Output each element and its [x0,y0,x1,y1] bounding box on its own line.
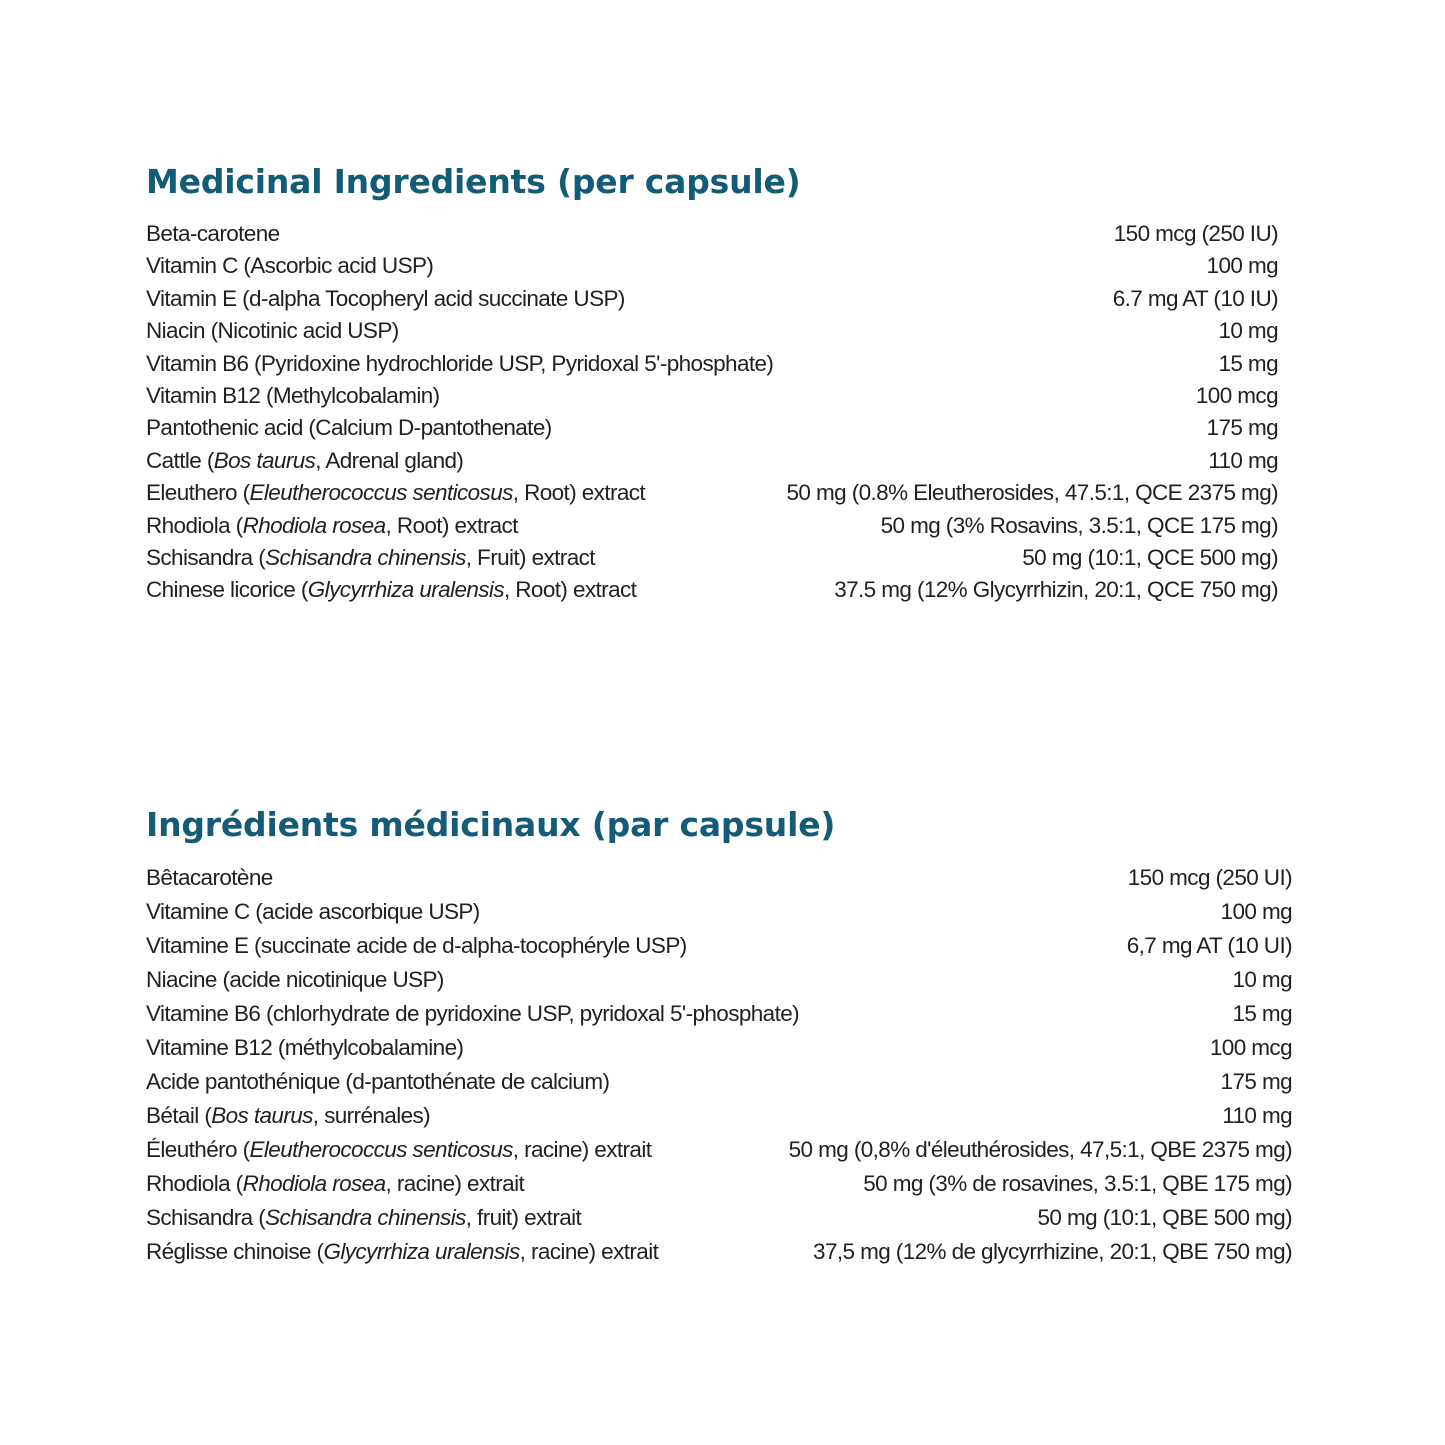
ingredient-row [146,542,1278,574]
name-suffix: , fruit) extrait [465,1205,582,1230]
ingredient-row [146,1133,1292,1167]
ingredient-row [146,1065,1292,1099]
ingredient-name: Pantothenic acid (Calcium D-pantothenate) [146,415,552,441]
ingredient-name: Vitamine B12 (méthylcobalamine) [146,1035,464,1060]
ingredient-amount: 37.5 mg (12% Glycyrrhizin, 20:1, QCE 750 mg) [834,577,1278,603]
ingredient-row [146,1031,1292,1065]
latin-name: Glycyrrhiza uralensis [307,577,504,603]
latin-name: Bos taurus [211,1103,313,1128]
ingredient-row [146,1201,1292,1235]
ingredient-amount: 150 mcg (250 IU) [1113,221,1278,246]
ingredient-name: Vitamine B6 (chlorhydrate de pyridoxine USP, pyridoxal 5'-phosphate) [146,1001,800,1026]
ingredient-name [146,1099,430,1133]
ingredient-row [146,1167,1292,1201]
ingredient-name [146,1235,658,1269]
name-prefix: Éleuthéro ( [146,1137,250,1162]
name-suffix: , Root) extract [503,577,637,603]
ingredient-amount: 15 mg [1232,1001,1292,1026]
ingredient-name [146,445,463,477]
ingredient-row [146,445,1278,477]
name-prefix: Rhodiola ( [146,512,243,538]
name-suffix: , racine) extrait [385,1171,525,1196]
ingredient-row [146,929,1292,963]
english-ingredient-list [146,218,1278,607]
latin-name: Schisandra chinensis [265,1205,466,1230]
ingredient-name: Vitamin B12 (Methylcobalamin) [146,382,440,408]
ingredient-name [146,1167,524,1201]
name-suffix: , Fruit) extract [465,544,595,570]
latin-name: Schisandra chinensis [265,544,466,570]
ingredient-amount: 150 mcg (250 UI) [1127,865,1292,890]
name-suffix: , surrénales) [312,1103,431,1128]
name-suffix: , racine) extrait [519,1239,659,1264]
name-suffix: , Root) extract [385,512,518,538]
ingredient-amount: 100 mcg [1195,382,1278,408]
ingredient-amount: 100 mcg [1209,1035,1292,1060]
french-heading: Ingrédients médicinaux (par capsule) [146,805,836,844]
english-heading: Medicinal Ingredients (per capsule) [146,162,801,201]
ingredient-name: Vitamine E (succinate acide de d-alpha-tocophéryle USP) [146,933,687,958]
ingredient-amount: 15 mg [1218,350,1278,376]
ingredient-name [146,1201,581,1235]
name-prefix: Chinese licorice ( [146,577,308,603]
ingredient-name: Niacine (acide nicotinique USP) [146,967,444,992]
ingredient-name: Vitamin B6 (Pyridoxine hydrochloride USP, Pyridoxal 5'-phosphate) [146,350,774,376]
name-prefix: Eleuthero ( [146,480,250,506]
ingredient-amount: 50 mg (3% de rosavines, 3.5:1, QBE 175 mg) [863,1171,1292,1196]
ingredient-amount: 10 mg [1232,967,1292,992]
name-prefix: Schisandra ( [146,1205,266,1230]
ingredient-row [146,380,1278,412]
ingredient-row [146,412,1278,444]
ingredient-name [146,510,518,542]
ingredient-name [146,542,595,574]
ingredient-name [146,1133,651,1167]
name-prefix: Bétail ( [146,1103,212,1128]
ingredient-amount: 50 mg (10:1, QBE 500 mg) [1037,1205,1292,1230]
ingredient-amount: 110 mg [1222,1103,1292,1128]
french-ingredient-list [146,861,1292,1269]
ingredient-row [146,315,1278,347]
name-suffix: , Adrenal gland) [315,447,464,473]
ingredient-amount: 175 mg [1206,415,1278,441]
name-prefix: Schisandra ( [146,544,266,570]
english-ingredients-section [146,160,1278,607]
latin-name: Glycyrrhiza uralensis [323,1239,520,1264]
ingredient-amount: 37,5 mg (12% de glycyrrhizine, 20:1, QBE 750 mg) [813,1239,1292,1264]
name-prefix: Rhodiola ( [146,1171,243,1196]
latin-name: Rhodiola rosea [242,512,386,538]
name-prefix: Cattle ( [146,447,214,473]
ingredient-row [146,1099,1292,1133]
ingredient-amount: 175 mg [1220,1069,1292,1094]
ingredient-amount: 6.7 mg AT (10 IU) [1112,285,1278,311]
ingredient-row [146,348,1278,380]
ingredient-name: Niacin (Nicotinic acid USP) [146,318,399,344]
ingredient-name: Vitamin E (d-alpha Tocopheryl acid succinate USP) [146,285,625,311]
ingredient-row [146,218,1278,250]
ingredient-row [146,963,1292,997]
ingredient-row [146,250,1278,282]
ingredient-amount: 50 mg (3% Rosavins, 3.5:1, QCE 175 mg) [880,512,1278,538]
french-ingredients-section [146,803,1292,1269]
ingredient-name [146,574,636,606]
ingredient-name: Beta-carotene [146,221,280,246]
latin-name: Bos taurus [213,447,316,473]
ingredient-name: Vitamine C (acide ascorbique USP) [146,899,480,924]
ingredient-row [146,997,1292,1031]
ingredient-row [146,1235,1292,1269]
ingredient-amount: 100 mg [1220,899,1292,924]
latin-name: Eleutherococcus senticosus [249,480,513,506]
ingredient-amount: 6,7 mg AT (10 UI) [1126,933,1292,958]
latin-name: Eleutherococcus senticosus [249,1137,513,1162]
ingredient-name: Acide pantothénique (d-pantothénate de calcium) [146,1069,610,1094]
ingredient-row [146,283,1278,315]
ingredient-row [146,477,1278,509]
latin-name: Rhodiola rosea [242,1171,386,1196]
ingredient-row [146,510,1278,542]
ingredient-amount: 100 mg [1206,253,1278,279]
name-prefix: Réglisse chinoise ( [146,1239,324,1264]
ingredient-name: Bêtacarotène [146,865,273,890]
ingredient-amount: 50 mg (0.8% Eleutherosides, 47.5:1, QCE 2375 mg) [786,480,1278,506]
name-suffix: , racine) extrait [512,1137,652,1162]
ingredient-row [146,574,1278,606]
ingredient-name: Vitamin C (Ascorbic acid USP) [146,253,434,279]
ingredient-row [146,895,1292,929]
ingredient-amount: 10 mg [1218,318,1278,344]
ingredient-name [146,477,645,509]
ingredient-amount: 110 mg [1208,447,1278,473]
ingredient-row [146,861,1292,895]
ingredient-amount: 50 mg (10:1, QCE 500 mg) [1022,544,1278,570]
ingredient-amount: 50 mg (0,8% d'éleuthérosides, 47,5:1, QBE 2375 mg) [788,1137,1292,1162]
name-suffix: , Root) extract [512,480,646,506]
